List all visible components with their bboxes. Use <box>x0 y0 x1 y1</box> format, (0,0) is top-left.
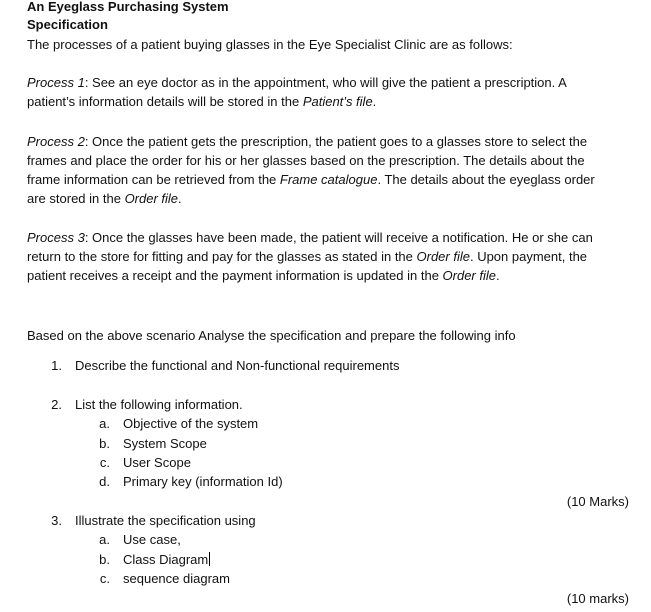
q2-marks: (10 Marks) <box>566 494 629 509</box>
q2-text: List the following information. <box>75 397 243 412</box>
q3-item-use-case: Use case, <box>123 532 181 547</box>
q3-text: Illustrate the specification using <box>75 513 256 528</box>
document-title: An Eyeglass Purchasing System <box>27 0 229 14</box>
text-cursor <box>209 552 210 566</box>
q2-item-primary-key: Primary key (information Id) <box>123 474 283 489</box>
process3-line2: return to the store for fitting and pay for the glasses as stated in the Order file. Upon payment, the <box>27 249 588 264</box>
process3-line3: patient receives a receipt and the payment information is updated in the Order file. <box>27 268 500 283</box>
process1-line2: patient’s information details will be stored in the Patient’s file. <box>27 94 377 109</box>
q3-item-class-diagram: Class Diagram <box>123 552 209 567</box>
process1-label: Process 1 <box>27 75 85 90</box>
q1-number: 1. <box>51 358 62 373</box>
instruction-text: Based on the above scenario Analyse the specification and prepare the following info <box>27 328 516 343</box>
q3-number: 3. <box>51 513 62 528</box>
q2-item-objective: Objective of the system <box>123 416 259 431</box>
patients-file-ref: Patient’s file <box>302 94 373 109</box>
q2-item-system-scope: System Scope <box>123 436 207 451</box>
order-file-ref: Order file <box>442 268 496 283</box>
q2-item-letter: c. <box>99 455 110 470</box>
q2-item-user-scope: User Scope <box>123 455 191 470</box>
process2-line4: are stored in the Order file. <box>27 191 182 206</box>
frame-catalogue-ref: Frame catalogue <box>279 172 378 187</box>
process2-line3: frame information can be retrieved from the Frame catalogue. The details about the eyeglass order <box>27 172 595 187</box>
process3-label: Process 3 <box>27 230 85 245</box>
intro-text: The processes of a patient buying glasses in the Eye Specialist Clinic are as follows: <box>27 37 513 52</box>
q2-item-letter: b. <box>99 436 110 451</box>
q2-number: 2. <box>51 397 62 412</box>
order-file-ref: Order file <box>124 191 179 206</box>
process2-label: Process 2 <box>27 134 85 149</box>
q2-item-letter: a. <box>99 416 110 431</box>
process1-line1: Process 1: See an eye doctor as in the appointment, who will give the patient a prescription. A <box>27 75 567 90</box>
document-subtitle: Specification <box>27 17 108 32</box>
order-file-ref: Order file <box>416 249 470 264</box>
q3-item-letter: b. <box>99 552 110 567</box>
q3-item-sequence-diagram: sequence diagram <box>123 571 230 586</box>
q3-item-letter: c. <box>99 571 110 586</box>
process2-line2: frames and place the order for his or her glasses based on the prescription. The details about the <box>27 153 585 168</box>
process2-line1: Process 2: Once the patient gets the prescription, the patient goes to a glasses store to select the <box>27 134 588 149</box>
q3-item-letter: a. <box>99 532 110 547</box>
process3-line1: Process 3: Once the glasses have been made, the patient will receive a notification. He or she can <box>27 230 593 245</box>
q1-text: Describe the functional and Non-functional requirements <box>75 358 400 373</box>
q3-marks: (10 marks) <box>566 591 629 606</box>
q2-item-letter: d. <box>99 474 110 489</box>
